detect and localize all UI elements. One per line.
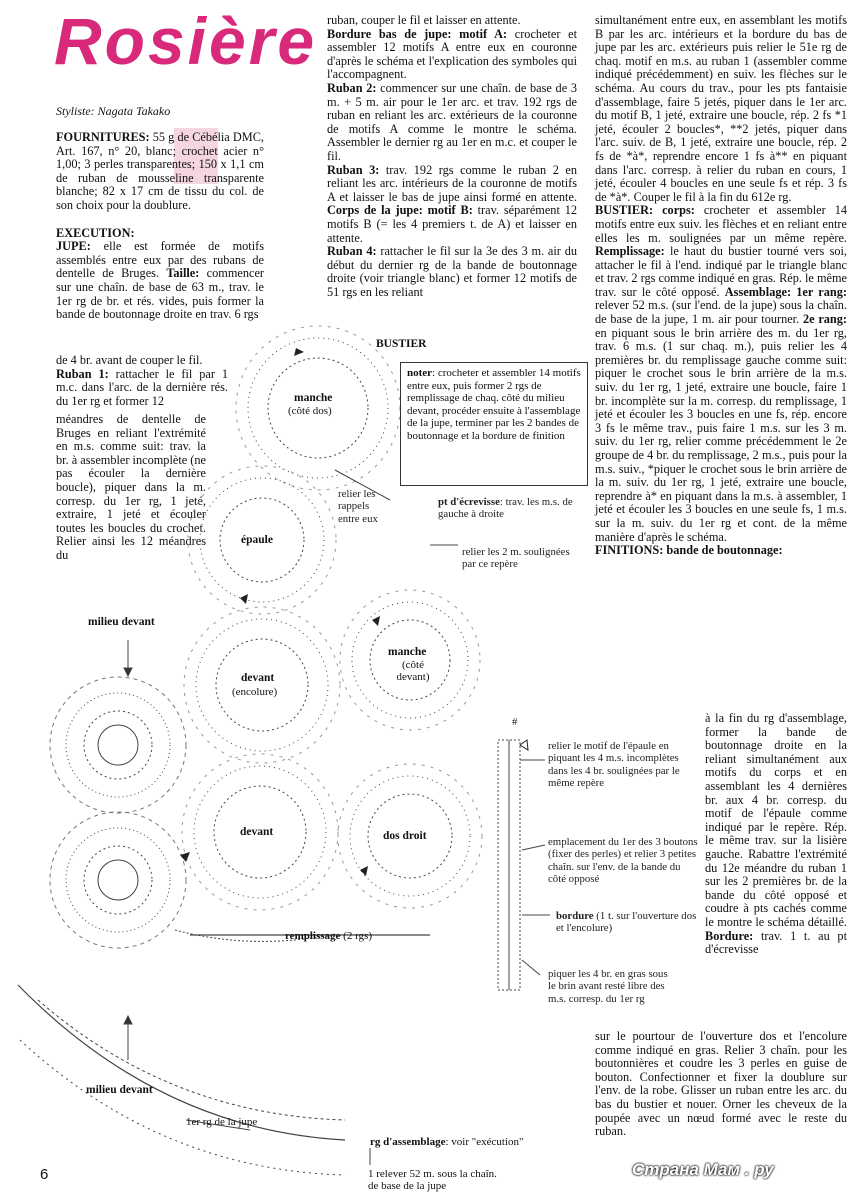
stylist-credit: Styliste: Nagata Takako: [56, 104, 171, 118]
manche-dos-sub: (côté dos): [288, 405, 332, 417]
annotation-bordure: [556, 910, 700, 935]
manche-dos-label: manche: [294, 392, 333, 404]
manche-devant-label: manche: [388, 646, 427, 658]
devant-encolure-sub: (encolure): [232, 686, 278, 698]
bordure-fin-text-b: sur le pourtour de l'ouverture dos et l'encolure comme indiqué en gras. Relier 3 chaîn. pour les boutonnières et coudre les 3 perles en guise de bouton. Confectionner et fixer la doublure sur l'env. de la robe. Glisser un ruban entre les arc. du bas du bustier et nouer. Orner les cheveux de la poupée avec un nœud formé avec le reste du ruban.: [595, 1029, 847, 1139]
ruban4-heading: Ruban 4:: [327, 244, 377, 259]
bordure-heading: Bordure bas de jupe: motif A:: [327, 26, 508, 41]
taille-text: commencer sur une chaîn. de base de 63 m., trav. le 1er rg de br. et rés. vides, puis former la bande de boutonnage droite en trav. 6 rgs: [56, 266, 265, 322]
bustier-heading: BUSTIER: corps:: [595, 203, 695, 218]
ruban3-heading: Ruban 3:: [327, 162, 380, 177]
ruban4-text: rattacher le fil sur la 3e des 3 m. air du début du dernier rg de la bande de boutonnage droite (voir triangle blanc) et former 12 motifs de 51 rgs en les reliant: [327, 244, 577, 299]
remplissage-heading: Remplissage:: [595, 244, 665, 259]
watermark: Страна Мам . ру: [632, 1160, 774, 1179]
fournitures-heading: FOURNITURES:: [56, 130, 150, 144]
legend-relier: relier les 2 m. soulignées par ce repère: [462, 546, 570, 571]
ruban1-text-b: méandres de dentelle de Bruges en reliant l'extrémité en m.s. comme suit: trav. la br. à assembler incomplète (ne pas écouler la dernière boucle), piquer dans la m. corresp. du 1er rg, 1 jeté, extraire, 1 jeté et écouler toutes les boucles du crochet. Relier ainsi les 12 méandres du: [56, 412, 206, 562]
col3-intro: simultanément entre eux, en assemblant les motifs B par les arc. intérieurs et la bordure du bas de jupe par les arc. extérieurs puis relier le 51e rg de chaq. motif en m.s. au ruban 1 (assembler comme indiqué précédemment) en suiv. les flèches sur le schéma. Au cours du trav., pour les pts fantaisie d'assemblage, faire 5 jetés, piquer dans le 1er arc. du motif B, 1 jeté, extraire une boucle, rép. 2 fs *1 jeté, écouler 2 boucles*, **2 jetés, piquer dans l'arc. suiv. de B, 1 jeté, extraire une boucle, rép. 2 fs de *à*, reprendre encore 1 fs à** en piquant dans l'arc. corresp. à relier du ruban en cours, 1 jeté, écouler 4 boucles en une seule fs et rép. 3 fs de *à*. Couper le fil à la fin du 612e rg.: [595, 13, 847, 204]
rg-jupe-label: 1er rg de la jupe: [186, 1116, 258, 1128]
jupe-heading: JUPE:: [56, 239, 91, 254]
ruban3-text: trav. 192 rgs comme le ruban 2 en reliant les arc. intérieurs de la couronne de motifs A et laisser le bas de jupe ainsi formé en attente.: [327, 162, 577, 204]
motif-fleur-bas: [50, 812, 186, 948]
annotation-relier-epaule: relier le motif de l'épaule en piquant les 4 m.s. incomplètes dans les 4 br. soulignées par le même repère: [548, 740, 680, 789]
milieu-devant-top-label: milieu devant: [88, 616, 155, 628]
jupe-text: elle est formée de motifs assemblés entre eux par des rubans de dentelle de Bruges.: [56, 239, 264, 281]
legend-pt-heading: pt d'écrevisse: [438, 496, 500, 508]
bustier-text: crocheter et assembler 14 motifs entre eux suiv. les flèches et en reliant entre elles les m. soulignées par un même repère.: [595, 203, 847, 245]
fournitures-text: 55 g de Cébélia DMC, Art. 167, n° 20, blanc; crochet acier n° 1,00; 3 perles transparentes; 150 x 1,1 cm de ruban de mousseline transparente blanche; 82 x 17 cm de tissu du col. de son choix pour la doublure.: [56, 130, 264, 212]
note-heading: noter: [407, 367, 433, 379]
manche-devant-sub: (côté devant): [396, 659, 430, 683]
bordure-fin-heading: Bordure:: [705, 928, 754, 943]
annotation-bordure-text: (1 t. sur l'ouverture dos et l'encolure): [556, 910, 697, 935]
remplissage-label: [285, 930, 372, 942]
corps-text: trav. séparément 12 motifs B (= les 4 premiers t. de A) et laisser en attente.: [327, 203, 577, 245]
taille-text-end: de 4 br. avant de couper le fil.: [56, 353, 203, 367]
devant-encolure-label: devant: [241, 672, 275, 684]
note-box: [400, 362, 588, 486]
legend-pt-text: : trav. les m.s. de gauche à droite: [438, 496, 573, 521]
execution-heading: EXECUTION:: [56, 225, 135, 240]
corps-heading: Corps de la jupe: motif B:: [327, 203, 473, 218]
bordure-fin-text-a: trav. 1 t. au pt d'écrevisse: [705, 928, 847, 957]
annotation-emplacement-boutons: emplacement du 1er des 3 boutons (fixer des perles) et relier 3 petites chaîn. sur l'env. de la bande du côté opposé: [548, 836, 698, 885]
finitions-text: à la fin du rg d'assemblage, former la bande de boutonnage droite en la reliant simultanément aux motifs du corps et en assemblant les 4 dernières br. aux 4 br. corresp. du motif de l'épaule comme indiqué par le repère. Rép. le même trav. sur la lisière gauche. Rabattre l'extrémité du 12e méandre du ruban 1 sur les 2 premières br. de la bande du côté opposé et coudre à pts cachés comme le montre le schéma détaillé.: [705, 711, 847, 929]
ruban1-heading: Ruban 1:: [56, 366, 109, 381]
dos-droit-label: dos droit: [383, 830, 427, 842]
annotation-piquer: piquer les 4 br. en gras sous le brin avant resté libre des m.s. corresp. du 1er rg: [548, 968, 668, 1005]
devant-label: devant: [240, 826, 274, 838]
remplissage-label-sub: (2 rgs): [340, 930, 372, 942]
ruban2-heading: Ruban 2:: [327, 80, 377, 95]
rg-assemblage-sub: : voir "exécution": [445, 1136, 524, 1148]
remplissage-label-bold: remplissage: [285, 930, 341, 942]
bordure-text: crocheter et assembler 12 motifs A entre eux en couronne d'après le schéma et l'explication des symboles qui l'accompagnent.: [327, 26, 578, 82]
hash-marker: #: [512, 716, 518, 728]
assemblage2-heading: 2e rang:: [802, 312, 848, 327]
motif-devant-encolure: [184, 607, 340, 763]
rg-assemblage-label: [370, 1136, 524, 1148]
taille-heading: Taille:: [166, 266, 200, 281]
assemblage-text: relever 52 m.s. (sur l'end. de la jupe) sous la chaîn. de base de la jupe, 1 m. air pour tourner.: [595, 298, 847, 327]
motif-fleur-haut: [50, 677, 186, 813]
milieu-devant-bottom-label: milieu devant: [86, 1084, 153, 1096]
assemblage-heading: Assemblage: 1er rang:: [724, 284, 847, 299]
assemblage2-text: en piquant sous le brin arrière des m. du 1er rg, trav. 6 m.s. (1 sur chaq. m.), puis relier les 4 premières br. du remplissage gauche comme suit: piquer le crochet sous le brin arrière de la m.s. suiv. du 1er rg, 1 jeté, extraire une boucle, faire 1 br. incomplète sur la m. corresp. du remplissage, 1 jeté et écouler les 3 boucles en une fs, rép. encore 3 fs le même trav., puis faire 1 m.s. sur les 3 m. suiv. du 1er rg, relier comme précédemment le 2e groupe de 4 br. du remplissage, 2 m.s., puis pour la m.s. suiv., *piquer le crochet sous le brin arrière de la m. suiv. du 1er rg, 1 jeté, extraire une boucle, reprendre à* en piquant dans la m.s. à assembler, 1 jeté et écouler les 3 boucles en une seule fs, 1 m.s. sur la m. suiv. du 1er rg et cont. de la même manière d'après le schéma.: [595, 325, 847, 544]
relier-entre-label: relier les rappels entre eux: [338, 488, 378, 525]
bustier-label: BUSTIER: [376, 338, 427, 350]
finitions-heading: FINITIONS: bande de boutonnage:: [595, 543, 783, 558]
rg-assemblage-bold: rg d'assemblage: [370, 1136, 446, 1148]
legend-pt-ecrevisse: [438, 496, 578, 521]
page-number: 6: [40, 1166, 49, 1183]
col2-intro: ruban, couper le fil et laisser en attente.: [327, 13, 521, 27]
annotation-bordure-bold: bordure: [556, 910, 594, 922]
ruban2-text: commencer sur une chaîn. de base de 3 m. + 5 m. air pour le 1er arc. et trav. 192 rgs de ruban en reliant les arc. extérieurs de la couronne de motifs A comme le montre le schéma. Assembler le dernier rg au 1er en m.c. et couper le fil.: [327, 80, 577, 163]
remplissage-text: le haut du bustier tourné vers soi, attacher le fil à l'end. indiqué par le triangle blanc et trav. 2 rgs comme indiqué en gras. Rép. le même trav. sur le côté opposé.: [595, 244, 848, 299]
epaule-label: épaule: [241, 534, 273, 546]
relever-label: 1 relever 52 m. sous la chaîn. de base de la jupe: [368, 1168, 497, 1192]
page-title: Rosière: [54, 4, 318, 78]
ruban1-text-a: rattacher le fil par 1 m.c. dans l'arc. de la dernière rés. du 1er rg et former 12: [56, 366, 229, 408]
note-text: : crocheter et assembler 14 motifs entre eux, puis former 2 rgs de remplissage de chaq. côté du milieu devant, procéder ensuite à l'assemblage de la jupe, terminer par les 2 bandes de boutonnage et la bordure de finition: [407, 367, 581, 442]
